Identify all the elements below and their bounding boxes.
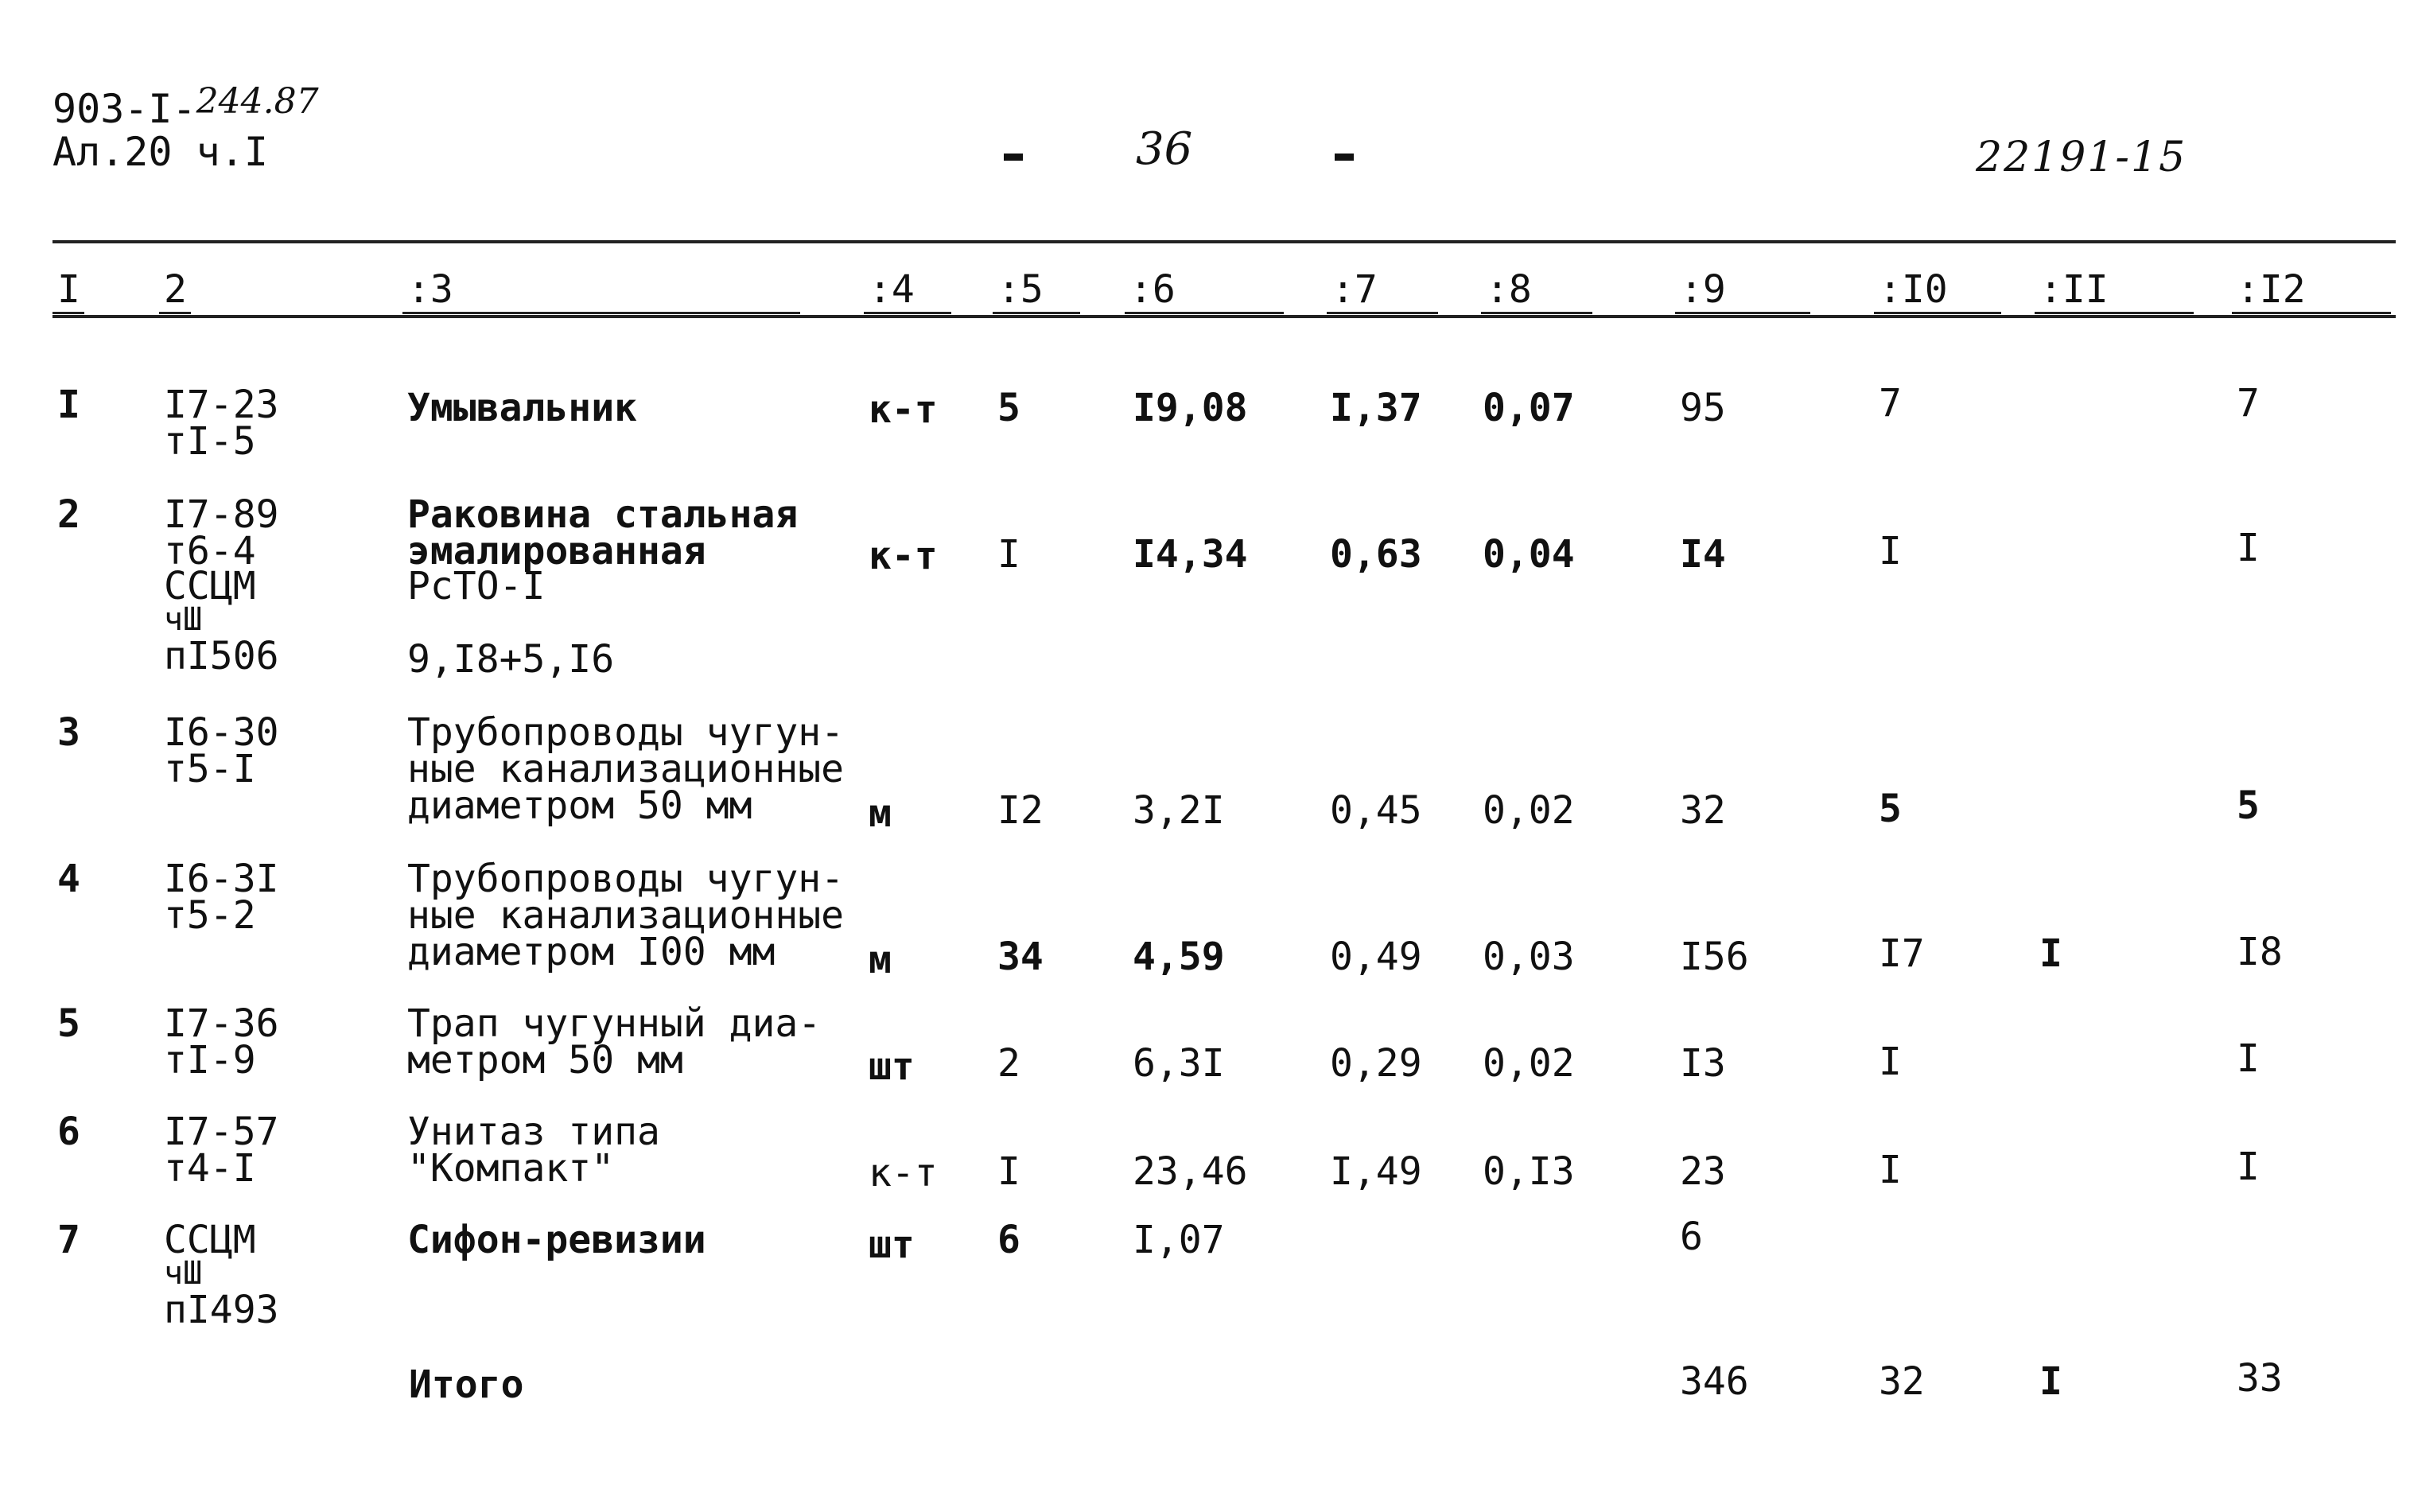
col6-value: 23,46 <box>1133 1149 1248 1194</box>
col8-value: 0,03 <box>1483 935 1575 979</box>
col6-value: I9,08 <box>1133 386 1248 430</box>
norm-code-line: т4-I <box>164 1146 256 1191</box>
item-name-line: метром 50 мм <box>407 1038 683 1082</box>
col7-value: 0,29 <box>1330 1041 1422 1086</box>
norm-code-line: ССЦМ <box>164 564 256 608</box>
page-dash-right <box>1335 154 1354 161</box>
col-underline <box>1675 312 1810 314</box>
item-name-line: Раковина стальная <box>407 492 799 537</box>
unit: шт <box>869 1044 915 1089</box>
col11-value: I <box>2039 931 2062 976</box>
col12-value: I <box>2237 1036 2260 1081</box>
quantity: 34 <box>997 935 1044 979</box>
col7-value: 0,45 <box>1330 788 1422 833</box>
total-col9: 346 <box>1680 1359 1749 1404</box>
unit: к-т <box>869 1151 938 1195</box>
col6-value: I4,34 <box>1133 532 1248 577</box>
col9-value: 6 <box>1680 1215 1703 1259</box>
norm-code-line: I7-36 <box>164 1001 279 1046</box>
col8-value: 0,I3 <box>1483 1149 1575 1194</box>
norm-code-line: т5-2 <box>164 893 256 938</box>
item-name-line: Умывальник <box>407 386 637 430</box>
col-header: I <box>57 267 80 312</box>
col-underline <box>2232 312 2391 314</box>
col10-value: I <box>1879 1148 1902 1192</box>
col12-value: I <box>2237 526 2260 570</box>
col7-value: 0,63 <box>1330 532 1422 577</box>
col6-value: 3,2I <box>1133 788 1225 833</box>
col6-value: 4,59 <box>1133 935 1225 979</box>
unit: к-т <box>869 534 938 578</box>
col-underline <box>1125 312 1284 314</box>
col-header: :II <box>2039 267 2109 312</box>
total-col11: I <box>2039 1359 2062 1404</box>
doc-number: 22191-15 <box>1976 134 2187 181</box>
col9-value: I4 <box>1680 532 1726 577</box>
page-number: 36 <box>1136 123 1193 175</box>
col9-value: 23 <box>1680 1149 1726 1194</box>
norm-code-line: I7-89 <box>164 492 279 537</box>
norm-code-line: I6-3I <box>164 857 279 901</box>
col7-value: 0,49 <box>1330 935 1422 979</box>
col8-value: 0,04 <box>1483 532 1575 577</box>
col-header: 2 <box>164 267 187 312</box>
row-number: 4 <box>57 857 80 901</box>
col-underline <box>2035 312 2194 314</box>
col-header: :7 <box>1331 267 1378 312</box>
col10-value: 7 <box>1879 381 1902 426</box>
col7-value: I,49 <box>1330 1149 1422 1194</box>
item-name-line: Трубопроводы чугун- <box>407 857 845 901</box>
item-name-line: "Компакт" <box>407 1146 615 1191</box>
item-name-line: эмалированная <box>407 529 706 573</box>
norm-code-line: I7-57 <box>164 1110 279 1154</box>
col7-value: I,37 <box>1330 386 1422 430</box>
col-header: :I2 <box>2237 267 2306 312</box>
norm-code-line: пI506 <box>164 634 279 678</box>
col-header: :3 <box>407 267 453 312</box>
col-underline <box>1327 312 1438 314</box>
col9-value: I3 <box>1680 1041 1726 1086</box>
col-underline <box>1874 312 2001 314</box>
item-name-line: Сифон-ревизии <box>407 1218 706 1262</box>
unit: шт <box>869 1222 915 1267</box>
row-number: I <box>57 383 80 427</box>
col9-value: I56 <box>1680 935 1749 979</box>
norm-code-line: пI493 <box>164 1288 279 1332</box>
norm-code-line: чШ <box>164 1255 203 1292</box>
col-header: :9 <box>1680 267 1726 312</box>
norm-code-line: тI-9 <box>164 1038 256 1082</box>
col-underline <box>402 312 800 314</box>
norm-code-line: тI-5 <box>164 419 256 464</box>
row-number: 6 <box>57 1110 80 1154</box>
row-number: 5 <box>57 1001 80 1046</box>
col-header: :8 <box>1486 267 1532 312</box>
row-number: 7 <box>57 1218 80 1262</box>
col9-value: 95 <box>1680 386 1726 430</box>
item-name-line: Трубопроводы чугун- <box>407 710 845 755</box>
col-underline <box>159 312 191 314</box>
quantity: I2 <box>997 788 1044 833</box>
header-rule-bottom <box>52 315 2396 318</box>
col10-value: I <box>1879 1040 1902 1084</box>
col6-value: I,07 <box>1133 1218 1225 1262</box>
quantity: I <box>997 1149 1020 1194</box>
col10-value: I <box>1879 529 1902 573</box>
item-name-line: Трап чугунный диа- <box>407 1001 822 1046</box>
norm-code-line: I6-30 <box>164 710 279 755</box>
col8-value: 0,02 <box>1483 1041 1575 1086</box>
sheet-label: Ал.20 ч.I <box>52 129 268 175</box>
col8-value: 0,02 <box>1483 788 1575 833</box>
doc-code <box>52 81 319 132</box>
col-header: :I0 <box>1879 267 1948 312</box>
item-name-line: ные канализационные <box>407 747 845 791</box>
quantity: I <box>997 532 1020 577</box>
col-underline <box>52 312 84 314</box>
quantity: 2 <box>997 1041 1020 1086</box>
col12-value: I <box>2237 1145 2260 1189</box>
doc-code-handwritten: 244.87 <box>196 81 319 122</box>
header-rule-top <box>52 240 2396 243</box>
col12-value: 7 <box>2237 381 2260 426</box>
item-name-line: РсТО-I <box>407 564 546 608</box>
total-col12: 33 <box>2237 1356 2283 1401</box>
item-name-line: диаметром 50 мм <box>407 783 752 828</box>
col12-value: I8 <box>2237 930 2283 974</box>
col9-value: 32 <box>1680 788 1726 833</box>
col12-value: 5 <box>2237 783 2260 828</box>
quantity: 6 <box>997 1218 1020 1262</box>
norm-code-line: чШ <box>164 601 203 638</box>
col-header: :5 <box>997 267 1044 312</box>
row-number: 2 <box>57 492 80 537</box>
page-dash-left <box>1004 154 1023 161</box>
doc-code-printed: 903-I- <box>52 86 196 132</box>
item-name-line: ные канализационные <box>407 893 845 938</box>
quantity: 5 <box>997 386 1020 430</box>
total-label: Итого <box>409 1362 524 1407</box>
unit: м <box>869 938 892 982</box>
col-underline <box>993 312 1080 314</box>
norm-code-line: ССЦМ <box>164 1218 256 1262</box>
norm-code-line: I7-23 <box>164 383 279 427</box>
norm-code-line: т5-I <box>164 747 256 791</box>
item-name-line: Унитаз типа <box>407 1110 660 1154</box>
total-col10: 32 <box>1879 1359 1925 1404</box>
col-header: :4 <box>869 267 915 312</box>
col-underline <box>864 312 951 314</box>
col10-value: I7 <box>1879 931 1925 976</box>
unit: к-т <box>869 387 938 432</box>
item-name-line: диаметром I00 мм <box>407 930 776 974</box>
row-number: 3 <box>57 710 80 755</box>
col6-value: 6,3I <box>1133 1041 1225 1086</box>
item-extra: 9,I8+5,I6 <box>407 637 615 682</box>
norm-code-line: т6-4 <box>164 529 256 573</box>
unit: м <box>869 791 892 836</box>
col8-value: 0,07 <box>1483 386 1575 430</box>
col10-value: 5 <box>1879 787 1902 831</box>
col-underline <box>1481 312 1592 314</box>
col-header: :6 <box>1129 267 1176 312</box>
